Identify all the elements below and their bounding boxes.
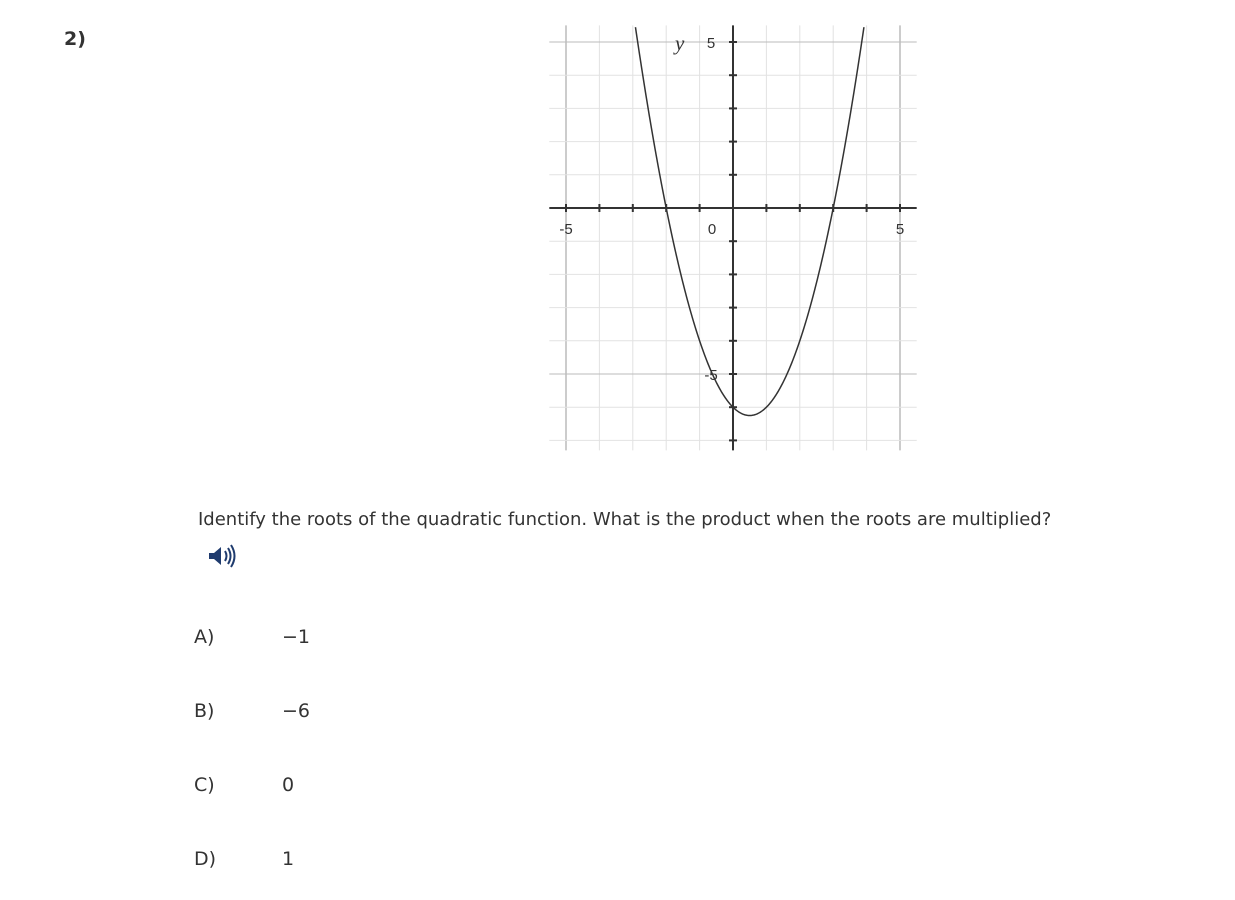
choice-letter: B) [194, 700, 215, 722]
y-tick-label: -5 [704, 367, 718, 384]
choice-d[interactable] [194, 848, 394, 878]
tick-labels [559, 35, 904, 384]
choice-value: 1 [282, 848, 295, 870]
parabola-graph [540, 20, 920, 460]
choice-a[interactable] [194, 626, 394, 656]
speaker-icon [206, 542, 240, 570]
axes [549, 25, 916, 450]
choice-value: −6 [282, 700, 311, 722]
choice-b[interactable] [194, 700, 394, 730]
graph-canvas [540, 20, 920, 460]
parabola-curve [635, 27, 863, 415]
choice-value: 0 [282, 774, 295, 796]
question-number: 2) [64, 28, 86, 50]
choice-value: −1 [282, 626, 311, 648]
audio-play-button[interactable] [206, 542, 240, 570]
choice-c[interactable] [194, 774, 394, 804]
x-tick-label: -5 [559, 221, 573, 238]
y-axis-label: y [675, 31, 685, 55]
x-tick-label: 0 [707, 221, 717, 238]
x-tick-label: 5 [895, 221, 905, 238]
y-tick-label: 5 [706, 35, 716, 52]
choice-letter: D) [194, 848, 217, 870]
question-prompt: Identify the roots of the quadratic function. What is the product when the roots are multiplied? [198, 509, 1052, 530]
choice-letter: A) [194, 626, 215, 648]
choice-letter: C) [194, 774, 215, 796]
